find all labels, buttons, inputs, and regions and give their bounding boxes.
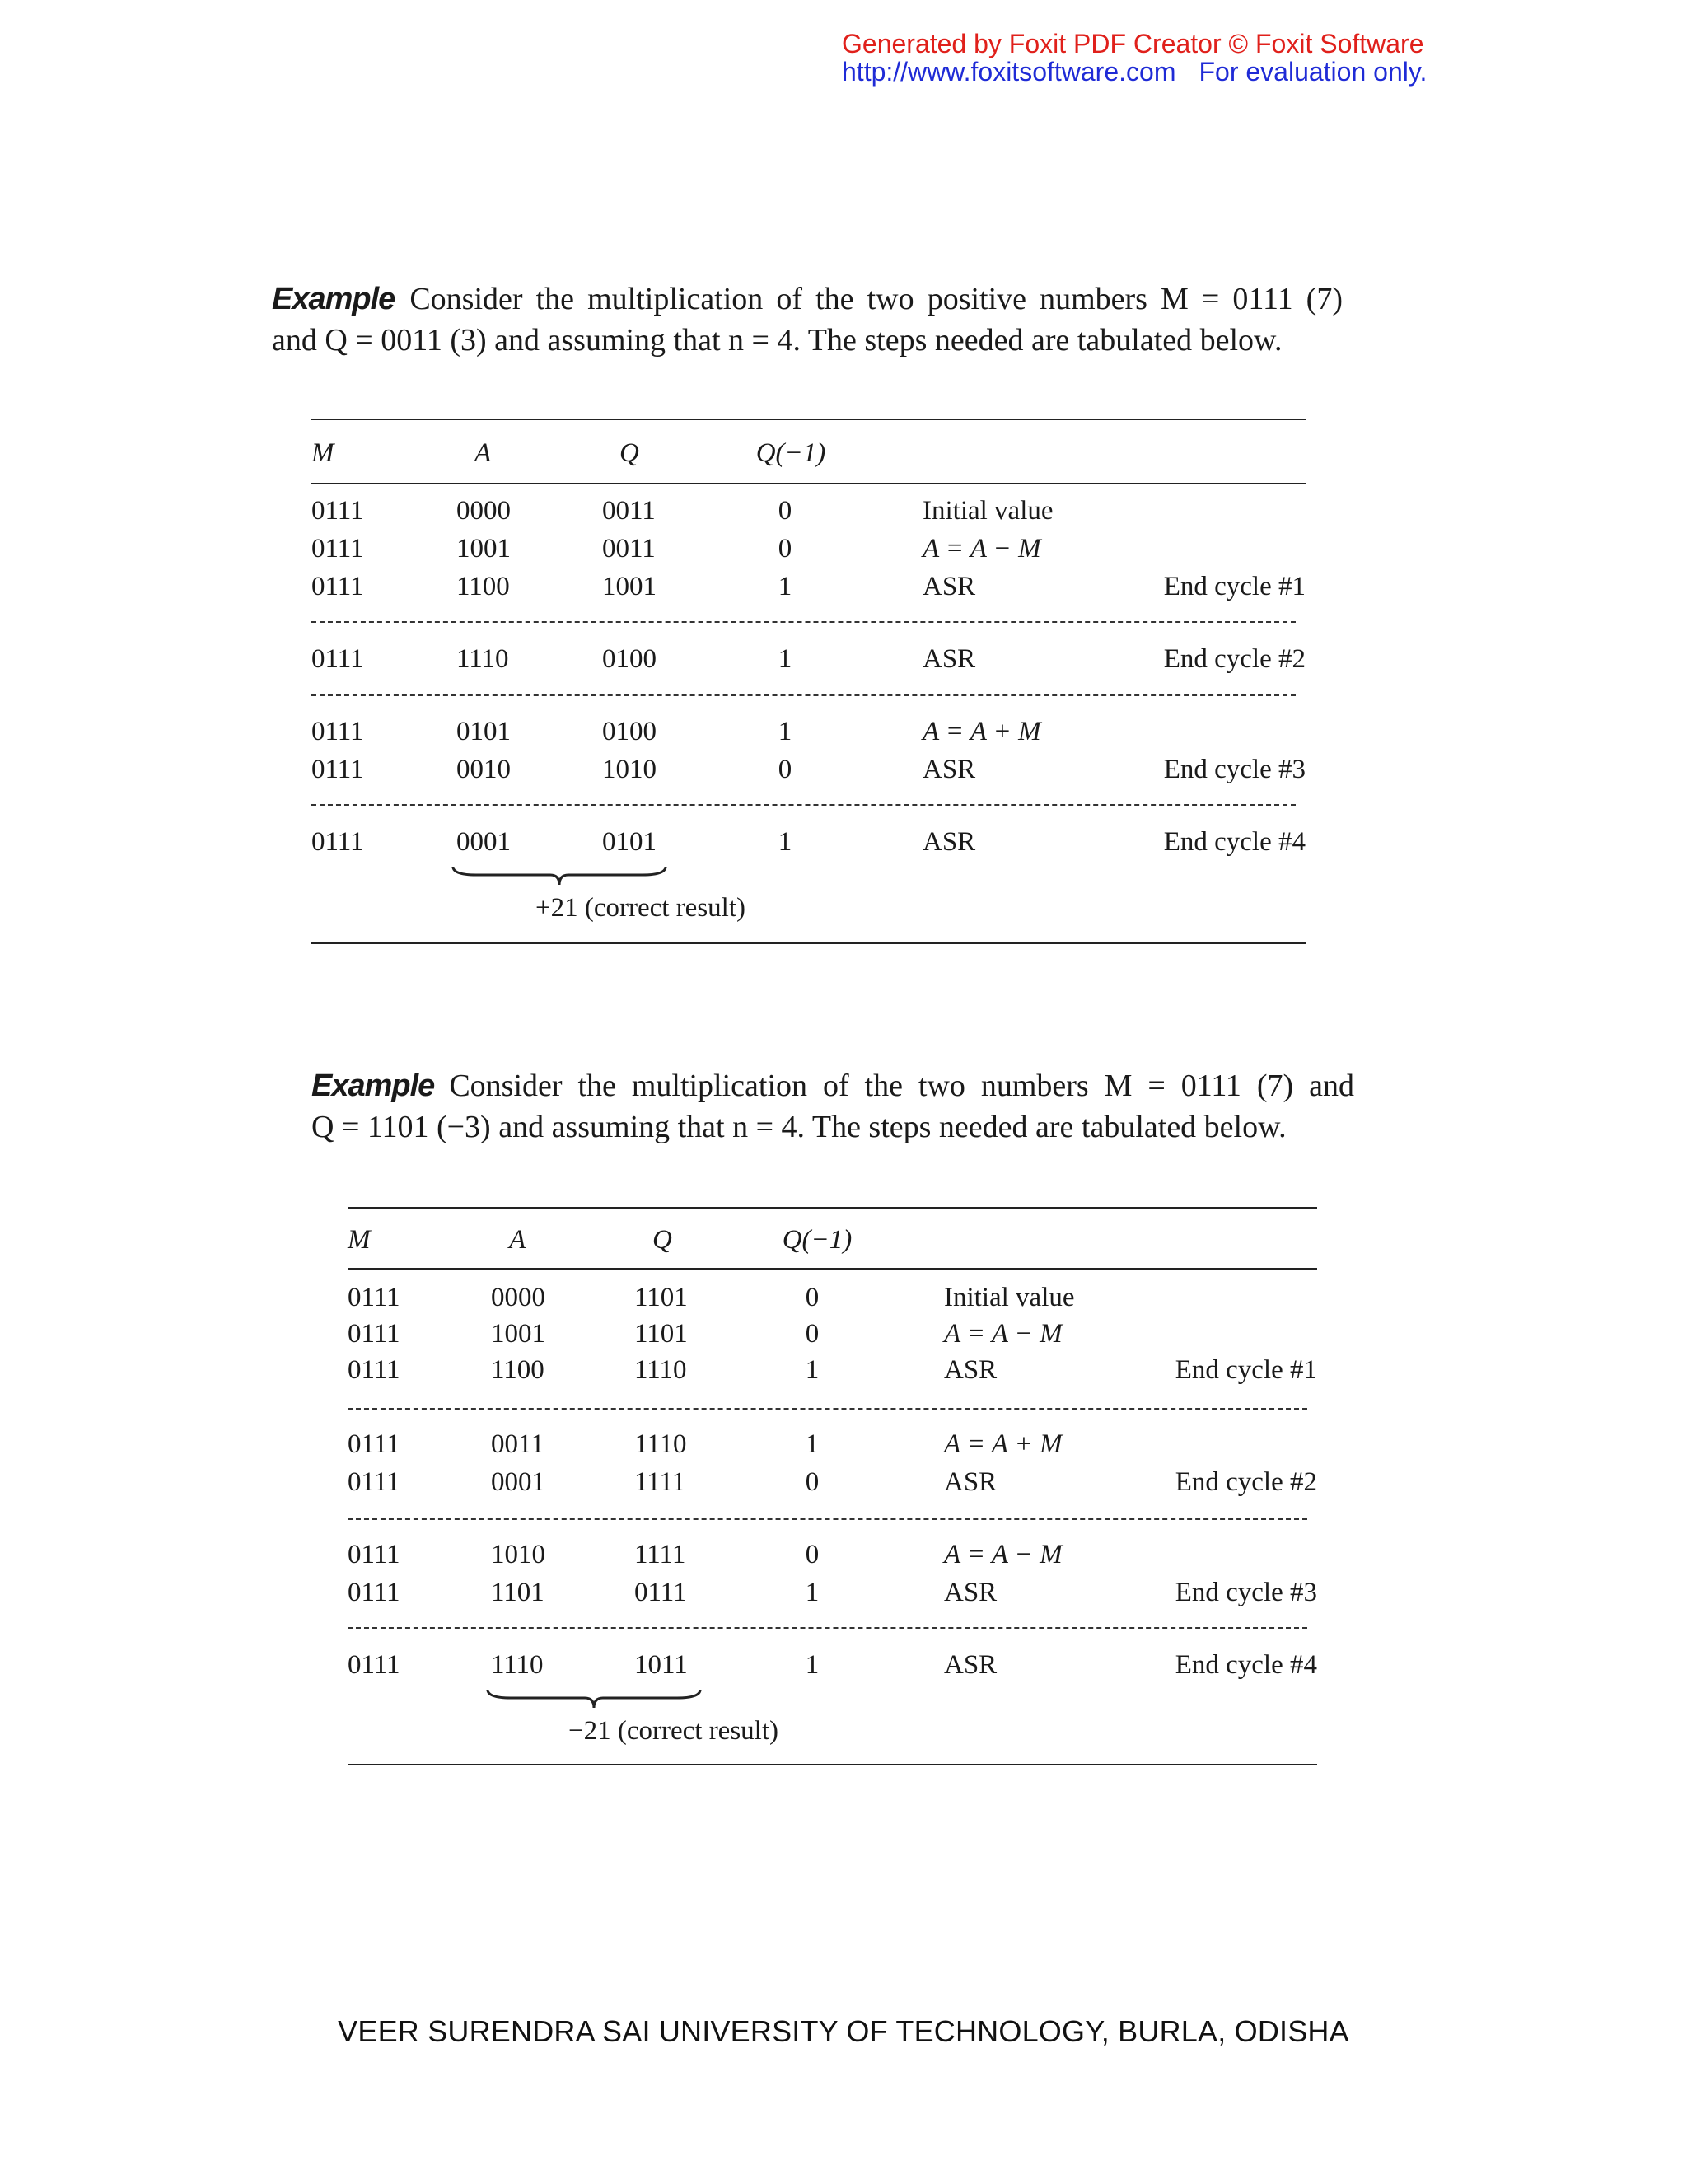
header-q-minus-1: Q(−1) xyxy=(755,438,826,468)
example-2-line-1: Consider the multiplication of the two numbers M = 0111 (7) and xyxy=(449,1069,1354,1103)
cell-operation: A = A − M xyxy=(944,1319,1063,1349)
header-a: A xyxy=(474,438,492,468)
table-top-rule xyxy=(348,1207,1317,1209)
table-header xyxy=(348,1222,1317,1258)
header-m: M xyxy=(348,1225,371,1255)
foxit-watermark xyxy=(842,30,1427,86)
cell-q: 1111 xyxy=(634,1540,686,1569)
cell-m: 0111 xyxy=(348,1283,400,1312)
cell-m: 0111 xyxy=(311,572,364,601)
cell-m: 0111 xyxy=(311,534,364,564)
cell-m: 0111 xyxy=(348,1540,400,1569)
cell-cycle: End cycle #4 xyxy=(1175,1650,1317,1680)
cycle-divider xyxy=(348,1627,1307,1629)
cell-operation: A = A − M xyxy=(923,534,1041,564)
cell-a: 1100 xyxy=(491,1355,544,1385)
cycle-divider xyxy=(311,621,1296,623)
table-bottom-rule xyxy=(311,942,1306,944)
table-row xyxy=(311,824,1306,860)
cell-m: 0111 xyxy=(348,1578,400,1607)
cell-q: 0100 xyxy=(602,717,657,746)
header-a: A xyxy=(509,1225,526,1255)
example-2-intro xyxy=(311,1065,1354,1148)
cell-q: 0111 xyxy=(634,1578,687,1607)
cell-operation: ASR xyxy=(923,644,976,674)
example-2-label: Example xyxy=(311,1069,435,1103)
cell-a: 0000 xyxy=(491,1283,545,1312)
cell-q: 1101 xyxy=(634,1319,688,1349)
cell-q-minus-1: 1 xyxy=(805,1429,820,1459)
page-footer: VEER SURENDRA SAI UNIVERSITY OF TECHNOLOGY, BURLA, ODISHA xyxy=(338,2014,1349,2048)
header-q-minus-1: Q(−1) xyxy=(782,1225,853,1255)
table-row xyxy=(311,751,1306,788)
cell-q-minus-1: 0 xyxy=(805,1319,820,1349)
table-row xyxy=(348,1574,1317,1611)
cell-m: 0111 xyxy=(311,827,364,857)
cell-m: 0111 xyxy=(348,1429,400,1459)
cell-operation: ASR xyxy=(944,1650,998,1680)
cell-a: 0001 xyxy=(491,1467,545,1497)
cell-q-minus-1: 0 xyxy=(805,1467,820,1497)
cell-q: 1011 xyxy=(634,1650,688,1680)
table-row xyxy=(311,641,1306,677)
cell-m: 0111 xyxy=(311,496,364,526)
cell-q-minus-1: 1 xyxy=(805,1650,820,1680)
table-row xyxy=(311,568,1306,605)
result-brace xyxy=(486,1686,702,1711)
cell-q-minus-1: 1 xyxy=(778,644,792,674)
cell-operation: ASR xyxy=(923,827,976,857)
example-1-line-1: Consider the multiplication of the two positive numbers M = 0111 (7) xyxy=(409,282,1343,316)
example-1-line-2: and Q = 0011 (3) and assuming that n = 4. The steps needed are tabulated below. xyxy=(272,323,1283,358)
cell-m: 0111 xyxy=(311,717,364,746)
cell-q: 0101 xyxy=(602,827,657,857)
cell-q: 1101 xyxy=(634,1283,688,1312)
cell-m: 0111 xyxy=(311,644,364,674)
table-row xyxy=(348,1426,1317,1462)
table-row xyxy=(311,713,1306,750)
cell-a: 1110 xyxy=(491,1650,544,1680)
cell-operation: A = A + M xyxy=(944,1429,1063,1459)
result-brace xyxy=(451,863,667,888)
cell-a: 1110 xyxy=(456,644,509,674)
cell-q: 1111 xyxy=(634,1467,686,1497)
cell-a: 0010 xyxy=(456,755,511,784)
cell-operation: Initial value xyxy=(923,496,1054,526)
cell-q: 0011 xyxy=(602,496,656,526)
example-1-steps-table xyxy=(311,419,1306,946)
cell-cycle: End cycle #2 xyxy=(1163,644,1306,674)
cell-q: 0100 xyxy=(602,644,657,674)
cell-a: 1001 xyxy=(491,1319,545,1349)
table-bottom-rule xyxy=(348,1764,1317,1765)
cell-q-minus-1: 1 xyxy=(778,572,792,601)
cell-q-minus-1: 1 xyxy=(778,717,792,746)
cell-m: 0111 xyxy=(348,1467,400,1497)
cycle-divider xyxy=(348,1518,1307,1520)
header-q: Q xyxy=(652,1225,672,1255)
cycle-divider xyxy=(348,1408,1307,1410)
cell-cycle: End cycle #3 xyxy=(1175,1578,1317,1607)
cell-operation: Initial value xyxy=(944,1283,1075,1312)
watermark-evaluation-note: For evaluation only. xyxy=(1199,57,1428,87)
cell-operation: ASR xyxy=(944,1578,998,1607)
table-row xyxy=(348,1464,1317,1500)
table-row xyxy=(348,1352,1317,1388)
table-row xyxy=(311,493,1306,529)
cell-operation: A = A + M xyxy=(923,717,1041,746)
header-bottom-rule xyxy=(311,483,1306,484)
cell-q-minus-1: 0 xyxy=(778,496,792,526)
cell-q-minus-1: 0 xyxy=(805,1283,820,1312)
table-row xyxy=(348,1536,1317,1573)
cell-operation: ASR xyxy=(923,572,976,601)
watermark-generator-text: Generated by Foxit PDF Creator © Foxit Software xyxy=(842,29,1424,58)
cell-operation: ASR xyxy=(944,1355,998,1385)
cell-operation: ASR xyxy=(944,1467,998,1497)
header-m: M xyxy=(311,438,334,468)
cell-a: 1010 xyxy=(491,1540,545,1569)
cell-m: 0111 xyxy=(348,1319,400,1349)
cell-q-minus-1: 0 xyxy=(778,534,792,564)
cell-operation: ASR xyxy=(923,755,976,784)
cell-m: 0111 xyxy=(348,1355,400,1385)
cell-q: 1110 xyxy=(634,1355,687,1385)
cell-a: 0000 xyxy=(456,496,511,526)
example-1-intro xyxy=(272,278,1343,361)
cell-q: 1001 xyxy=(602,572,657,601)
watermark-url-link[interactable]: http://www.foxitsoftware.com xyxy=(842,57,1176,87)
example-2-steps-table xyxy=(348,1207,1317,1767)
table-top-rule xyxy=(311,419,1306,420)
table-row xyxy=(311,531,1306,567)
cycle-divider xyxy=(311,694,1296,696)
cell-q: 1110 xyxy=(634,1429,687,1459)
cell-operation: A = A − M xyxy=(944,1540,1063,1569)
cell-a: 1001 xyxy=(456,534,511,564)
table-row xyxy=(348,1647,1317,1683)
cell-q-minus-1: 0 xyxy=(778,755,792,784)
cell-q-minus-1: 1 xyxy=(805,1578,820,1607)
cell-q-minus-1: 1 xyxy=(778,827,792,857)
cell-cycle: End cycle #4 xyxy=(1163,827,1306,857)
cell-a: 0101 xyxy=(456,717,511,746)
cell-cycle: End cycle #1 xyxy=(1175,1355,1317,1385)
cell-m: 0111 xyxy=(311,755,364,784)
cell-a: 1101 xyxy=(491,1578,544,1607)
header-bottom-rule xyxy=(348,1268,1317,1270)
watermark-link-line xyxy=(842,58,1427,86)
cell-a: 0001 xyxy=(456,827,511,857)
example-1-result: +21 (correct result) xyxy=(535,893,745,923)
cell-q: 1010 xyxy=(602,755,657,784)
cycle-divider xyxy=(311,804,1296,806)
cell-cycle: End cycle #2 xyxy=(1175,1467,1317,1497)
table-row xyxy=(348,1279,1317,1316)
example-2-result: −21 (correct result) xyxy=(568,1716,778,1746)
table-header xyxy=(311,435,1306,471)
example-1-label: Example xyxy=(272,282,395,316)
table-row xyxy=(348,1316,1317,1352)
cell-a: 0011 xyxy=(491,1429,544,1459)
cell-q-minus-1: 0 xyxy=(805,1540,820,1569)
cell-a: 1100 xyxy=(456,572,510,601)
header-q: Q xyxy=(619,438,639,468)
cell-q: 0011 xyxy=(602,534,656,564)
cell-q-minus-1: 1 xyxy=(805,1355,820,1385)
cell-cycle: End cycle #3 xyxy=(1163,755,1306,784)
cell-m: 0111 xyxy=(348,1650,400,1680)
example-2-line-2: Q = 1101 (−3) and assuming that n = 4. The steps needed are tabulated below. xyxy=(311,1110,1287,1144)
cell-cycle: End cycle #1 xyxy=(1163,572,1306,601)
